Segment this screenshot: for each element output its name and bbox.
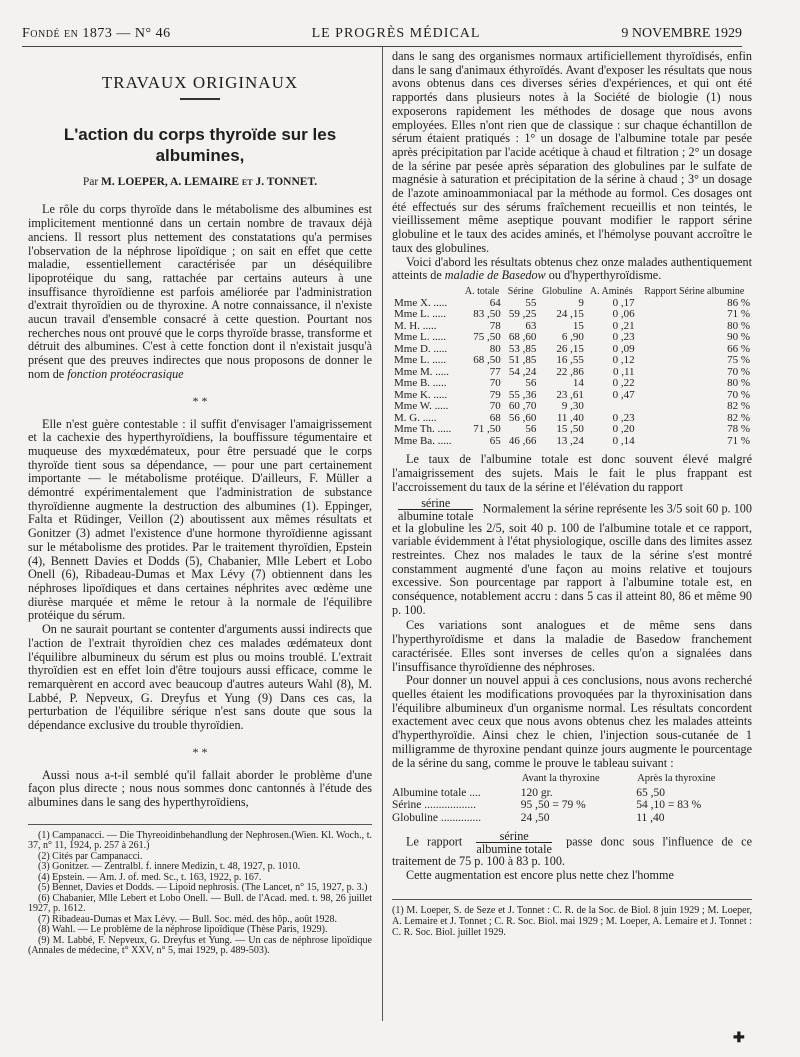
patient-cell: Mme W. ..... [394,400,449,413]
value-cell: 120 gr. [520,786,553,799]
rapport-line-1 [392,497,752,618]
value-cell: 63 [525,319,537,332]
paragraph-last: Cette augmentation est encore plus nette chez l'homme [406,867,674,882]
section-separator-2: * * [192,744,208,759]
fonction-term: fonction protéocrasique [67,366,184,381]
patient-cell: Mme M. ..... [394,365,449,378]
value-cell: 75 % [727,354,750,367]
article-authors [28,176,372,190]
authors-names: M. LOEPER, A. LEMAIRE et J. TONNET. [101,175,318,188]
value-cell: 79 [489,388,501,401]
value-cell: 77 [489,365,501,378]
value-cell: 80 [489,342,501,355]
value-cell: 0 ,12 [612,354,635,367]
table-row [392,309,752,321]
rapport-after: passe donc sous l'influence de ce traitement de 75 p. 100 à 83 p. 100. [392,834,752,869]
table-header: Globuline [542,285,583,297]
value-cell: 66 % [727,342,750,355]
fraction-serine-albumine [398,497,473,522]
results-table-body [392,298,752,448]
value-cell: 54 ,10 = 83 % [636,799,702,812]
patient-cell: Mme L. ..... [394,308,446,321]
value-cell: 71 ,50 [473,423,501,436]
patient-cell: Mme Th. ..... [394,423,452,436]
value-cell: 16 ,55 [556,354,584,367]
footnote: (6) Chabanier, Mlle Lebert et Lobo Onell. — Bull. de l'Acad. med. t. 98, 26 juillet 1927, p. 1612. [28,892,372,915]
footnote: (7) Ribadeau-Dumas et Max Lévy. — Bull. Soc. méd. des hôp., août 1928. [38,913,338,925]
table-header: Rapport Sérine albumine [644,285,745,297]
thyroxine-header-row [392,772,752,787]
basedow-after: ou d'hyperthyroïdisme. [548,268,662,283]
value-cell: 60 ,70 [508,400,537,413]
table-header: Sérine [507,285,534,297]
value-cell: 0 ,06 [612,308,635,321]
section-rule [180,98,220,100]
value-cell: 51 ,85 [508,354,537,367]
right-column [392,50,752,938]
value-cell: 15 ,50 [556,423,584,436]
value-cell: 11 ,40 [636,811,665,824]
fraction-numerator: sérine [476,830,551,843]
after-fraction-text: Normalement la sérine représente les 3/5 soit 60 p. 100 et la globuline les 2/5, soit 40 p. 100 de l'albumine totale et ce rapport, variable évidemment à l'état physiologique, oscille dans des limites assez restreintes. Chez nos malades le taux de la sérine s'est montré constamment augmenté d'une façon au moins relative et toujours excessive. Son pourcentage par rapport à l'albumine totale est, en conséquence, notablement accru : dans 5 cas il atteint 80, 86 et même 90 p. 100. [392,500,752,617]
paragraph-after-table: Le taux de l'albumine totale est donc souvent élevé malgré l'amaigrissement des sujets. Mais le fait le plus frappant est l'accroissement du taux de la sérine et l'élévation du rapport [392,452,752,494]
footnote-right: (1) M. Loeper, S. de Seze et J. Tonnet : C. R. de la Soc. de Biol. 8 juin 1929 ; M. Loeper, A. Lemaire et J. Tonnet ; C. R. Soc. Biol. mai 1929 ; M. Loeper, A. Lemaire et J. Tonnet : C. R. Soc. Biol. juillet 1929. [392,899,752,938]
paragraph-intro [28,203,372,381]
value-cell: 0 ,20 [612,423,635,436]
table-row [392,812,752,825]
paragraph-results-intro [392,256,752,283]
value-cell: 15 [572,319,584,332]
value-cell: 0 ,11 [612,365,635,378]
left-column [28,50,372,957]
value-cell: 11 ,40 [556,411,584,424]
value-cell: 68 ,50 [473,354,501,367]
value-cell: 59 ,25 [508,308,537,321]
fraction-serine-albumine-2 [476,830,551,855]
header-date: 9 NOVEMBRE 1929 [621,26,742,41]
value-cell: 70 [489,400,501,413]
value-cell: 46 ,66 [508,434,537,447]
value-cell: 86 % [727,296,750,309]
paragraph-approach: Aussi nous a-t-il semblé qu'il fallait aborder le problème d'une façon plus directe ; nous nous sommes donc cantonnés à l'étude des albumines dans le sang des hyperthyroïdiens, [28,767,372,810]
value-cell: 24 ,15 [556,308,584,321]
footnotes-left [28,824,372,957]
thyroxine-header: Après la thyroxine [637,773,716,785]
value-cell: 9 ,30 [561,400,584,413]
value-cell: 64 [489,296,501,309]
footnote: (8) Wahl. — Le problème de la néphrose lipoïdique (Thèse Paris, 1929). [38,924,328,936]
patient-cell: M. H. ..... [394,319,437,332]
value-cell: 0 ,21 [612,319,635,332]
section-separator: * * [192,393,208,408]
value-cell: 65 [489,434,501,447]
running-header [22,18,742,47]
footnote: (5) Bennet, Davies et Dodds. — Lipoid nephrosis. (The Lancet, n° 15, 1927, p. 3.) [38,882,368,894]
cross-icon: ✚ [733,1031,745,1046]
value-cell: 54 ,24 [508,365,537,378]
value-cell: 68 [489,411,501,424]
rapport-line-2 [392,830,752,869]
value-cell: 9 [578,296,584,309]
value-cell: 0 ,23 [612,411,635,424]
footnote: (2) Cités par Campanacci. [38,850,143,862]
thyroxine-header [392,772,521,787]
table-row [392,799,752,812]
value-cell: 70 % [727,388,750,401]
results-table [392,286,752,448]
value-cell: 6 ,90 [561,331,584,344]
patient-cell: Mme L. ..... [394,331,446,344]
value-cell: 56 [525,423,537,436]
value-cell: 75 ,50 [473,331,501,344]
patient-cell: Mme B. ..... [394,377,447,390]
value-cell: 13 ,24 [556,434,584,447]
value-cell: 90 % [727,331,750,344]
section-title: TRAVAUX ORIGINAUX [101,73,299,92]
footnote: (3) Gonitzer. — Zentralbl. f. innere Medizin, t. 48, 1927, p. 1010. [38,861,301,873]
value-cell: 0 ,14 [612,434,635,447]
value-cell: 71 % [727,308,750,321]
table-header: A. totale [464,285,500,297]
patient-cell: Mme D. ..... [394,342,448,355]
patient-cell: M. G. ..... [394,411,437,424]
value-cell: 56 [525,377,537,390]
header-founded: Fondé en 1873 — N° 46 [22,26,171,41]
paragraph-thyroxine: Pour donner un nouvel appui à ces conclusions, nous avons recherché quelles étaient les modifications provoquées par la thyroxinisation dans l'équilibre albumineux d'un organisme normal. Les résultats concordent exactement avec ceux que nous avons obtenus chez les malades atteints d'hyperthyroïdie. Ainsi chez le chien, l'injection sous-cutanée de 1 milligramme de thyroxine pendant quinze jours augmente le pourcentage de la sérine du sang, comme le prouve le tableau suivant : [392,673,752,770]
value-cell: 83 ,50 [473,308,501,321]
value-cell: 55 [525,296,537,309]
header-journal-title: LE PROGRÈS MÉDICAL [311,26,481,41]
column-divider [382,46,383,1021]
fraction-numerator: sérine [398,497,473,510]
measure-cell: Sérine .................. [392,799,477,812]
value-cell: 82 % [727,400,750,413]
measure-cell: Albumine totale .... [392,786,481,799]
value-cell: 56 ,60 [508,411,537,424]
authors-prefix: Par [82,175,99,188]
paragraph-intro-text: Le rôle du corps thyroïde dans le métabolisme des albumines est implicitement mentionné dans un certain nombre de travaux déjà anciens. Il ressort plus nettement des constatations qu'a permises l'observation de la néphrose lipoïdique ; on sait en effet que cette maladie, essentiellement caractérisée par un déséquilibre lipoprotéique du sang, rattachée par certains auteurs à une insuffisance thyroïdienne est parfois améliorée par l'administration d'extrait thyroïdien ou de thyroxine. A notre connaissance, il n'existe aucun travail d'ensemble consacré à cette question. Pourtant nos recherches nous ont prouvé que le corps thyroïde brasse, transforme et détruit des albumines. C'est à cette fonction dont il n'existait jusqu'à présent que des preuves indirectes que nous proposons de donner le nom de [28,202,372,381]
patient-cell: Mme K. ..... [394,388,448,401]
value-cell: 80 % [727,377,750,390]
value-cell: 82 % [727,411,750,424]
value-cell: 65 ,50 [636,786,665,799]
paragraph-methods: dans le sang des organismes normaux artificiellement thyroïdisés, enfin dans le sang d'animaux éthyroïdés. Avant d'exposer les résultats que nous avons obtenus dans ces diverses séries d'expériences, et qui ont été rapportés dans plusieurs notes à la Société de biologie (1) nous exposerons rapidement les méthodes de dosage que nous avons employées. Elles n'ont rien que de classique : sur chaque échantillon de sérum étaient pratiqués : 1° un dosage de l'albumine totale par pesée après précipitation par l'acide acétique à chaud et filtration ; 2° un dosage de la sérine par pesée après séparation des globulines par le sulfate de magnésie à saturation et précipitation de la sérine à chaud ; 3° un dosage de l'azote aminoammoniacal par la méthode au formol. Ces dosages ont été effectués sur des sérums fraîchement recueillis et non teintés, le vieillissement même aseptique pouvant modifier le rapport sérine globuline et le taux des acides aminés, et l'hémolyse pouvant accroître le taux des globulines. [392,49,752,255]
table-header: A. Aminés [589,285,633,297]
value-cell: 68 ,60 [508,331,537,344]
value-cell: 78 % [727,423,750,436]
value-cell: 0 ,23 [612,331,635,344]
value-cell: 0 ,09 [612,342,635,355]
fraction-denominator: albumine totale [476,842,552,857]
footnote: (1) Campanacci. — Die Thyreoidinbehandlung der Nephrosen.(Wien. Kl. Woch., t. 37, n° 11, 1924, p. 257 à 261.) [28,829,372,852]
footnote: (4) Epstein. — Am. J. of. med. Sc., t. 163, 1922, p. 167. [38,871,262,883]
rapport-prefix: Le rapport [406,834,463,849]
patient-cell: Mme X. ..... [394,296,448,309]
value-cell: 70 [489,377,501,390]
paragraph-variations: Ces variations sont analogues et de même sens dans l'hyperthyroïdisme et dans la maladie de Basedow franchement caractérisée. Elles sont inverses de celles qu'on a signalées dans l'insuffisance thyroïdienne des néphroses. [392,618,752,674]
paragraph-evidence: Elle n'est guère contestable : il suffit d'envisager l'amaigrissement et la cachexie des hyperthyroïdiens, la bouffissure tégumentaire et muqueuse des myxœdémateux, pour être persuadé que le corps thyroïde tient sous sa dépendance, — pour une part certainement importante — le métabolisme protéique. D'ailleurs, F. Müller a démontré expérimentalement que l'administration de substance thyroïdienne augmente la destruction des albumines (1). Eppinger, Falta et Rüdinger, Veillon (2) aboutissent aux mêmes résultats et Gonitzer (3) admet l'existence d'une hormone thyroïdienne agissant sur le métabolisme des protides. Par le traitement thyroïdien, Epstein (4), Bennett Davies et Dodds (5), Chabanier, Mlle Lebert et Lobo Onell (6), Ribadeau-Dumas et Max Lévy (7) obtiennent dans les néphroses lipoïdiques et dans certaines néphrites avec œdème une diurèse marquée et même le retour à la normale de l'équilibre protéique du sérum. [28,416,372,623]
thyroxine-table-body [392,787,752,825]
measure-cell: Globuline .............. [392,811,482,824]
value-cell: 0 ,17 [612,296,635,309]
patient-cell: Mme L. ..... [394,354,446,367]
value-cell: 55 ,36 [508,388,537,401]
value-cell: 23 ,61 [556,388,584,401]
value-cell: 71 % [727,434,750,447]
value-cell: 0 ,22 [612,377,635,390]
paragraph-arguments: On ne saurait pourtant se contenter d'arguments aussi indirects que l'action de l'extrait thyroïdien chez ces malades œdémateux dont l'équilibre albumineux du sérum est plus ou moins troublé. L'extrait thyroïdien est en effet loin d'être toujours aussi efficace, comme le remarquèrent en accord avec beaucoup d'autres auteurs Wahl (8), M. Labbé, P. Nepveux, G. Dreyfus et Yung (9) Dans ces cas, la perturbation de l'équilibre sérique n'est sans doute que sous la dépendance exclusive du trouble thyroïdien. [28,622,372,733]
table-row [392,787,752,800]
value-cell: 0 ,47 [612,388,635,401]
value-cell: 70 % [727,365,750,378]
table-row [392,436,752,448]
patient-cell: Mme Ba. ..... [394,434,452,447]
article-title: L'action du corps thyroïde sur les albumines, [63,124,337,165]
value-cell: 78 [489,319,501,332]
thyroxine-header: Avant la thyroxine [521,773,600,785]
basedow-term: maladie de Basedow [444,268,546,283]
value-cell: 24 ,50 [520,811,550,824]
results-intro-text: Voici d'abord les résultats obtenus chez onze malades authentiquement atteints de [392,254,752,283]
value-cell: 26 ,15 [556,342,584,355]
value-cell: 22 ,86 [556,365,584,378]
thyroxine-table [392,772,752,824]
footnote: (9) M. Labbé, F. Nepveux, G. Dreyfus et Yung. — Un cas de néphrose lipoïdique (Annales de médecine, t° XXV, n° 5, mai 1929, p. 489-503). [28,934,372,957]
fraction-denominator: albumine totale [398,508,474,523]
value-cell: 53 ,85 [508,342,537,355]
value-cell: 95 ,50 = 79 % [520,799,586,812]
value-cell: 14 [572,377,584,390]
value-cell: 80 % [727,319,750,332]
